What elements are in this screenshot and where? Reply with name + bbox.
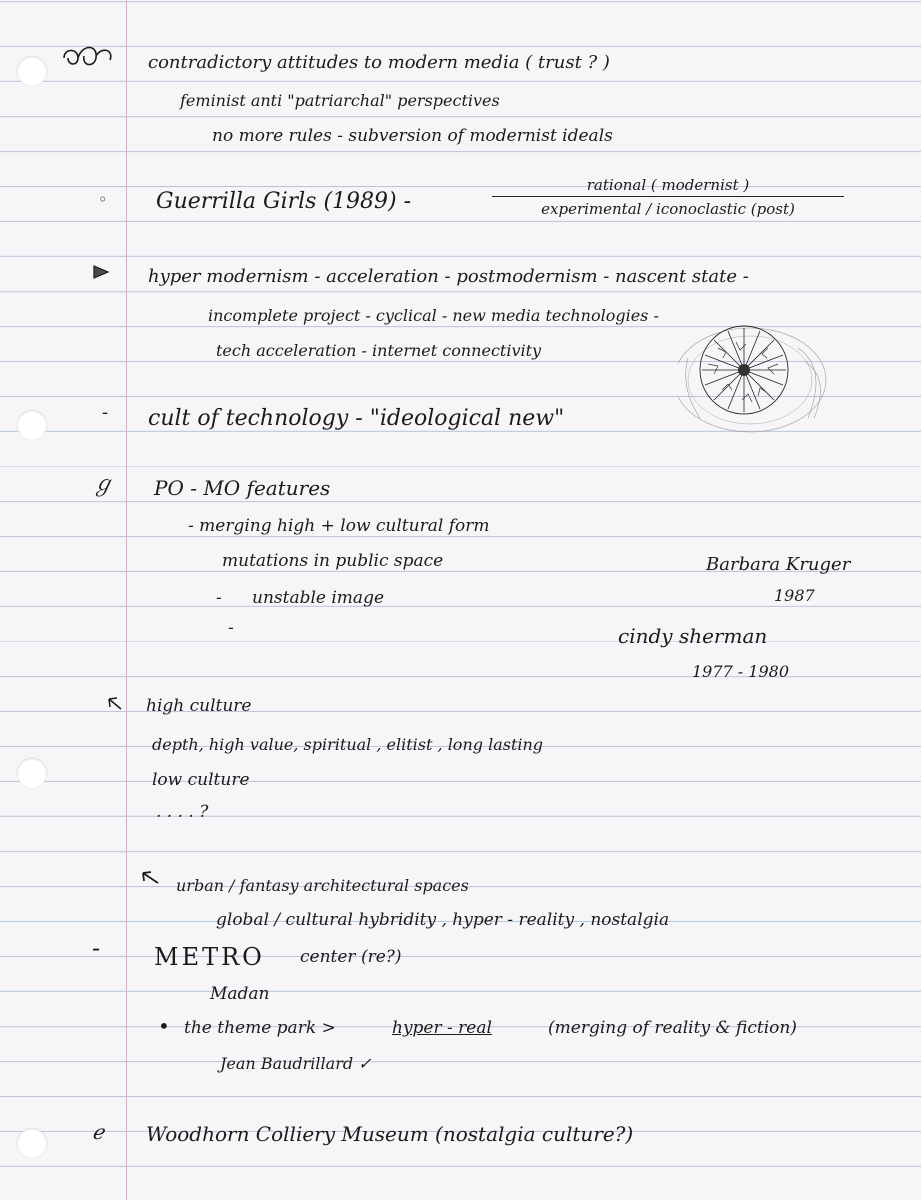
squiggle-bullet-icon: ℯ	[92, 1120, 104, 1144]
punch-hole	[17, 758, 47, 788]
note-line: - merging high + low cultural form	[188, 516, 490, 536]
dash-bullet-icon: -	[102, 402, 109, 423]
note-line: the theme park >	[184, 1018, 336, 1038]
note-line: incomplete project - cyclical - new media technologies -	[208, 306, 659, 325]
margin-line	[126, 0, 127, 1200]
artist-year: 1977 - 1980	[692, 662, 790, 681]
dandelion-sketch	[678, 318, 848, 438]
artist-name: Barbara Kruger	[706, 554, 851, 575]
note-line: hyper modernism - acceleration - postmodernism - nascent state -	[148, 266, 749, 287]
arrow-bullet-icon	[140, 870, 162, 886]
note-line: global / cultural hybridity , hyper - reality , nostalgia	[216, 910, 670, 930]
punch-hole	[17, 1128, 47, 1158]
note-line: Madan	[210, 984, 270, 1004]
note-line: . . . . ?	[156, 802, 209, 822]
artist-name: cindy sherman	[618, 624, 768, 648]
circle-bullet-icon: ◦	[98, 190, 108, 209]
squiggle-bullet-icon: ℊ	[92, 472, 115, 497]
note-line: center (re?)	[300, 947, 402, 967]
punch-hole	[17, 410, 47, 440]
dash-bullet-icon: -	[92, 934, 101, 962]
punch-hole	[17, 56, 47, 86]
triangle-bullet-icon	[92, 264, 110, 280]
fraction-bottom: experimental / iconoclastic (post)	[541, 200, 795, 218]
note-line: (merging of reality & fiction)	[548, 1018, 797, 1038]
dot-bullet-icon: •	[158, 1014, 170, 1038]
note-heading: METRO	[154, 943, 265, 971]
note-line: no more rules - subversion of modernist ideals	[212, 126, 613, 146]
note-line-underlined: hyper - real	[392, 1018, 492, 1038]
fraction-bar	[492, 196, 844, 197]
dash-bullet-icon: -	[228, 618, 234, 638]
arrow-bullet-icon	[106, 696, 126, 712]
note-line: unstable image	[252, 588, 385, 608]
note-line: tech acceleration - internet connectivity	[216, 341, 542, 360]
artist-year: 1987	[774, 586, 815, 605]
note-line: Woodhorn Colliery Museum (nostalgia culture?)	[146, 1122, 634, 1146]
note-line: depth, high value, spiritual , elitist , long lasting	[152, 735, 544, 754]
note-line: low culture	[152, 770, 250, 790]
note-line: mutations in public space	[222, 551, 444, 571]
note-line: PO - MO features	[154, 476, 331, 500]
dash-bullet-icon: -	[216, 588, 222, 608]
note-line: Guerrilla Girls (1989) -	[156, 189, 412, 214]
note-line: cult of technology - "ideological new"	[148, 406, 565, 431]
note-line: contradictory attitudes to modern media ( trust ? )	[148, 52, 610, 73]
note-line: urban / fantasy architectural spaces	[176, 876, 469, 895]
swirl-doodle-icon	[60, 44, 116, 70]
note-line: high culture	[146, 696, 252, 716]
fraction-top: rational ( modernist )	[586, 176, 750, 194]
note-line: Jean Baudrillard ✓	[220, 1054, 372, 1073]
note-line: feminist anti "patriarchal" perspectives	[180, 91, 500, 110]
